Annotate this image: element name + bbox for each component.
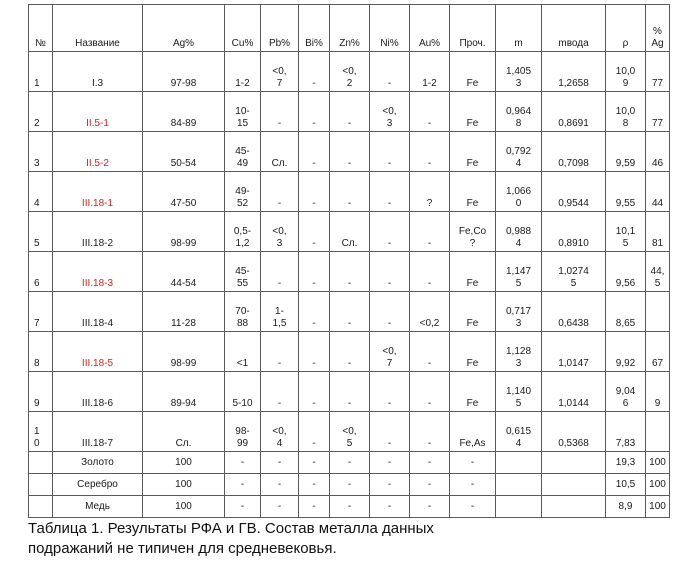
zn-value: - bbox=[330, 452, 370, 474]
cu-value: 5-10 bbox=[225, 372, 261, 412]
rfa-results-table bbox=[28, 4, 670, 518]
au-value: - bbox=[410, 92, 450, 132]
ni-value: - bbox=[370, 172, 410, 212]
table-caption bbox=[28, 519, 688, 559]
ag-value: 100 bbox=[143, 474, 225, 496]
mass-value: 1,128 3 bbox=[496, 332, 542, 372]
ni-value: - bbox=[370, 212, 410, 252]
density-value: 10,0 8 bbox=[606, 92, 646, 132]
mass-value bbox=[496, 496, 542, 518]
cu-value: 0,5- 1,2 bbox=[225, 212, 261, 252]
ni-value: <0, 3 bbox=[370, 92, 410, 132]
bi-value: - bbox=[299, 452, 330, 474]
zn-value: - bbox=[330, 292, 370, 332]
mass-water-value bbox=[542, 474, 606, 496]
other-elements: Fe bbox=[450, 92, 496, 132]
zn-value: <0, 5 bbox=[330, 412, 370, 452]
mass-value: 1,140 5 bbox=[496, 372, 542, 412]
mass-water-value: 1,2658 bbox=[542, 52, 606, 92]
caption-line-2: подражаний не типичен для средневековья. bbox=[28, 540, 337, 557]
zn-value: - bbox=[330, 172, 370, 212]
cu-value: 98- 99 bbox=[225, 412, 261, 452]
sample-name: III.18-1 bbox=[53, 172, 143, 212]
sample-name: III.18-4 bbox=[53, 292, 143, 332]
ni-value: - bbox=[370, 132, 410, 172]
ni-value: - bbox=[370, 252, 410, 292]
pb-value: - bbox=[261, 474, 299, 496]
density-value: 7,83 bbox=[606, 412, 646, 452]
table-header bbox=[29, 5, 670, 52]
ag-percent-value bbox=[646, 292, 670, 332]
table-row bbox=[29, 52, 670, 92]
cu-value: 49- 52 bbox=[225, 172, 261, 212]
mass-water-value: 1,0274 5 bbox=[542, 252, 606, 292]
bi-value: - bbox=[299, 332, 330, 372]
pb-value: Сл. bbox=[261, 132, 299, 172]
sample-name: III.18-5 bbox=[53, 332, 143, 372]
au-value: - bbox=[410, 412, 450, 452]
cu-value: 45- 49 bbox=[225, 132, 261, 172]
ag-percent-value: 77 bbox=[646, 92, 670, 132]
bi-value: - bbox=[299, 172, 330, 212]
row-number: 8 bbox=[29, 332, 53, 372]
ni-value: - bbox=[370, 496, 410, 518]
pb-value: - bbox=[261, 372, 299, 412]
mass-value: 0,792 4 bbox=[496, 132, 542, 172]
ni-value: - bbox=[370, 52, 410, 92]
pb-value: 1- 1,5 bbox=[261, 292, 299, 332]
au-value: 1-2 bbox=[410, 52, 450, 92]
bi-value: - bbox=[299, 292, 330, 332]
mass-water-value: 0,5368 bbox=[542, 412, 606, 452]
mass-water-value: 0,9544 bbox=[542, 172, 606, 212]
zn-value: - bbox=[330, 372, 370, 412]
col-zn-header: Zn% bbox=[330, 5, 370, 52]
ag-value: 50-54 bbox=[143, 132, 225, 172]
sample-name: Серебро bbox=[53, 474, 143, 496]
other-elements: - bbox=[450, 496, 496, 518]
row-number: 2 bbox=[29, 92, 53, 132]
row-number: 5 bbox=[29, 212, 53, 252]
empty-cell bbox=[29, 452, 53, 474]
mass-value: 0,717 3 bbox=[496, 292, 542, 332]
pb-value: - bbox=[261, 92, 299, 132]
ni-value: - bbox=[370, 474, 410, 496]
au-value: - bbox=[410, 212, 450, 252]
bi-value: - bbox=[299, 212, 330, 252]
cu-value: - bbox=[225, 474, 261, 496]
ag-percent-value: 81 bbox=[646, 212, 670, 252]
mass-water-value: 0,8910 bbox=[542, 212, 606, 252]
pb-value: <0, 3 bbox=[261, 212, 299, 252]
other-elements: Fe bbox=[450, 132, 496, 172]
row-number: 3 bbox=[29, 132, 53, 172]
mass-value: 0,988 4 bbox=[496, 212, 542, 252]
sample-name: II.5-1 bbox=[53, 92, 143, 132]
pb-value: - bbox=[261, 496, 299, 518]
col-num-header: № bbox=[29, 5, 53, 52]
col-pb-header: Pb% bbox=[261, 5, 299, 52]
header-row bbox=[29, 5, 670, 52]
zn-value: - bbox=[330, 474, 370, 496]
bi-value: - bbox=[299, 52, 330, 92]
au-value: <0,2 bbox=[410, 292, 450, 332]
ag-value: 11-28 bbox=[143, 292, 225, 332]
other-elements: Fe,Co ? bbox=[450, 212, 496, 252]
other-elements: Fe bbox=[450, 332, 496, 372]
sample-name: I.3 bbox=[53, 52, 143, 92]
ag-percent-value: 100 bbox=[646, 452, 670, 474]
table-body bbox=[29, 52, 670, 518]
ag-percent-value bbox=[646, 412, 670, 452]
mass-value: 0,615 4 bbox=[496, 412, 542, 452]
au-value: - bbox=[410, 474, 450, 496]
density-value: 9,92 bbox=[606, 332, 646, 372]
mass-water-value: 0,8691 bbox=[542, 92, 606, 132]
col-pct-ag-header: % Ag bbox=[646, 5, 670, 52]
other-elements: Fe bbox=[450, 52, 496, 92]
other-elements: - bbox=[450, 474, 496, 496]
cu-value: - bbox=[225, 496, 261, 518]
density-value: 10,0 9 bbox=[606, 52, 646, 92]
table-row bbox=[29, 92, 670, 132]
table-row bbox=[29, 212, 670, 252]
bi-value: - bbox=[299, 496, 330, 518]
zn-value: <0, 2 bbox=[330, 52, 370, 92]
row-number: 6 bbox=[29, 252, 53, 292]
pb-value: <0, 4 bbox=[261, 412, 299, 452]
cu-value: 45- 55 bbox=[225, 252, 261, 292]
pb-value: - bbox=[261, 452, 299, 474]
cu-value: 10- 15 bbox=[225, 92, 261, 132]
ni-value: - bbox=[370, 412, 410, 452]
sample-name: III.18-2 bbox=[53, 212, 143, 252]
au-value: - bbox=[410, 132, 450, 172]
ag-percent-value: 77 bbox=[646, 52, 670, 92]
au-value: - bbox=[410, 372, 450, 412]
mass-water-value: 0,6438 bbox=[542, 292, 606, 332]
density-value: 8,65 bbox=[606, 292, 646, 332]
ag-value: 89-94 bbox=[143, 372, 225, 412]
empty-cell bbox=[29, 474, 53, 496]
table-row bbox=[29, 292, 670, 332]
col-rho-header: ρ bbox=[606, 5, 646, 52]
cu-value: <1 bbox=[225, 332, 261, 372]
zn-value: - bbox=[330, 496, 370, 518]
bi-value: - bbox=[299, 132, 330, 172]
ag-percent-value: 9 bbox=[646, 372, 670, 412]
ni-value: - bbox=[370, 372, 410, 412]
au-value: ? bbox=[410, 172, 450, 212]
bi-value: - bbox=[299, 474, 330, 496]
density-value: 9,56 bbox=[606, 252, 646, 292]
other-elements: Fe bbox=[450, 252, 496, 292]
mass-value: 1,147 5 bbox=[496, 252, 542, 292]
sample-name: II.5-2 bbox=[53, 132, 143, 172]
density-value: 9,59 bbox=[606, 132, 646, 172]
zn-value: - bbox=[330, 132, 370, 172]
col-ag-header: Ag% bbox=[143, 5, 225, 52]
row-number: 4 bbox=[29, 172, 53, 212]
sample-name: III.18-6 bbox=[53, 372, 143, 412]
empty-cell bbox=[29, 496, 53, 518]
other-elements: - bbox=[450, 452, 496, 474]
mass-value: 1,066 0 bbox=[496, 172, 542, 212]
ag-value: 100 bbox=[143, 452, 225, 474]
density-value: 19,3 bbox=[606, 452, 646, 474]
ag-percent-value: 44, 5 bbox=[646, 252, 670, 292]
mass-water-value bbox=[542, 496, 606, 518]
au-value: - bbox=[410, 452, 450, 474]
row-number: 1 0 bbox=[29, 412, 53, 452]
col-other-header: Проч. bbox=[450, 5, 496, 52]
other-elements: Fe bbox=[450, 372, 496, 412]
ag-percent-value: 100 bbox=[646, 496, 670, 518]
caption-line-1: Таблица 1. Результаты РФА и ГВ. Состав металла данных bbox=[28, 520, 434, 537]
table-row bbox=[29, 412, 670, 452]
ag-value: 100 bbox=[143, 496, 225, 518]
bi-value: - bbox=[299, 412, 330, 452]
other-elements: Fe bbox=[450, 292, 496, 332]
reference-row bbox=[29, 496, 670, 518]
mass-value: 1,405 3 bbox=[496, 52, 542, 92]
ag-value: 47-50 bbox=[143, 172, 225, 212]
table-row bbox=[29, 252, 670, 292]
col-au-header: Au% bbox=[410, 5, 450, 52]
ag-percent-value: 67 bbox=[646, 332, 670, 372]
ni-value: <0, 7 bbox=[370, 332, 410, 372]
col-mwater-header: mвода bbox=[542, 5, 606, 52]
au-value: - bbox=[410, 332, 450, 372]
col-cu-header: Cu% bbox=[225, 5, 261, 52]
bi-value: - bbox=[299, 252, 330, 292]
sample-name: Золото bbox=[53, 452, 143, 474]
pb-value: - bbox=[261, 332, 299, 372]
density-value: 8,9 bbox=[606, 496, 646, 518]
col-bi-header: Bi% bbox=[299, 5, 330, 52]
zn-value: - bbox=[330, 252, 370, 292]
ag-percent-value: 44 bbox=[646, 172, 670, 212]
density-value: 10,1 5 bbox=[606, 212, 646, 252]
zn-value: - bbox=[330, 332, 370, 372]
density-value: 9,04 6 bbox=[606, 372, 646, 412]
mass-value bbox=[496, 474, 542, 496]
mass-water-value: 0,7098 bbox=[542, 132, 606, 172]
ag-percent-value: 100 bbox=[646, 474, 670, 496]
reference-row bbox=[29, 452, 670, 474]
mass-value: 0,964 8 bbox=[496, 92, 542, 132]
col-ni-header: Ni% bbox=[370, 5, 410, 52]
sample-name: III.18-3 bbox=[53, 252, 143, 292]
mass-water-value: 1,0147 bbox=[542, 332, 606, 372]
pb-value: <0, 7 bbox=[261, 52, 299, 92]
ag-value: 98-99 bbox=[143, 332, 225, 372]
ag-value: 84-89 bbox=[143, 92, 225, 132]
ag-value: 98-99 bbox=[143, 212, 225, 252]
ag-value: 44-54 bbox=[143, 252, 225, 292]
row-number: 7 bbox=[29, 292, 53, 332]
density-value: 9,55 bbox=[606, 172, 646, 212]
mass-water-value bbox=[542, 452, 606, 474]
zn-value: Сл. bbox=[330, 212, 370, 252]
other-elements: Fe,As bbox=[450, 412, 496, 452]
density-value: 10,5 bbox=[606, 474, 646, 496]
pb-value: - bbox=[261, 252, 299, 292]
table-row bbox=[29, 172, 670, 212]
mass-value bbox=[496, 452, 542, 474]
ag-value: 97-98 bbox=[143, 52, 225, 92]
sample-name: Медь bbox=[53, 496, 143, 518]
ni-value: - bbox=[370, 452, 410, 474]
cu-value: 1-2 bbox=[225, 52, 261, 92]
au-value: - bbox=[410, 252, 450, 292]
reference-row bbox=[29, 474, 670, 496]
ag-percent-value: 46 bbox=[646, 132, 670, 172]
sample-name: III.18-7 bbox=[53, 412, 143, 452]
other-elements: Fe bbox=[450, 172, 496, 212]
table-row bbox=[29, 372, 670, 412]
ag-value: Сл. bbox=[143, 412, 225, 452]
cu-value: 70- 88 bbox=[225, 292, 261, 332]
bi-value: - bbox=[299, 372, 330, 412]
col-m-header: m bbox=[496, 5, 542, 52]
col-name-header: Название bbox=[53, 5, 143, 52]
ni-value: - bbox=[370, 292, 410, 332]
pb-value: - bbox=[261, 172, 299, 212]
row-number: 1 bbox=[29, 52, 53, 92]
zn-value: - bbox=[330, 92, 370, 132]
mass-water-value: 1,0144 bbox=[542, 372, 606, 412]
cu-value: - bbox=[225, 452, 261, 474]
bi-value: - bbox=[299, 92, 330, 132]
table-row bbox=[29, 332, 670, 372]
table-row bbox=[29, 132, 670, 172]
row-number: 9 bbox=[29, 372, 53, 412]
au-value: - bbox=[410, 496, 450, 518]
